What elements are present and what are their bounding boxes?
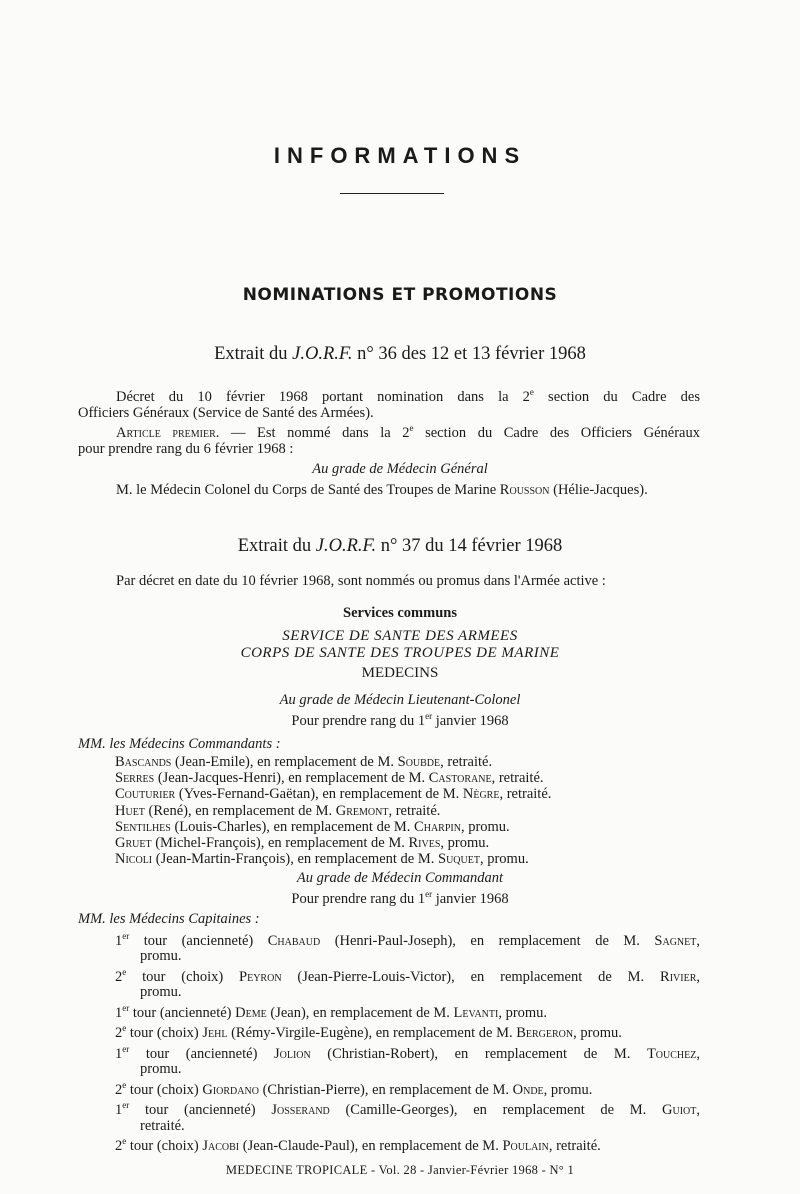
officer-name: Huet (115, 802, 145, 819)
replaced-name: Guiot (662, 1102, 697, 1119)
officer-details: (Christian-Robert), en remplacement de M. (310, 1045, 647, 1062)
status-text: , promu. (498, 1004, 548, 1021)
tour-sup: e (122, 1079, 127, 1090)
nominee-line (116, 482, 706, 498)
list-item (115, 929, 700, 965)
officer-details: (Jean-Martin-François), en remplacement de M. (152, 851, 439, 868)
officer-details: (Michel-François), en remplacement de M. (151, 835, 409, 852)
officer-name: Josserand (271, 1102, 330, 1119)
officer-details: (Christian-Pierre), en remplacement de M. (258, 1081, 513, 1098)
group2-label: MM. les Médecins Capitaines : (78, 911, 260, 927)
officer-name: Giordano (202, 1081, 259, 1098)
decree-text: Décret du 10 février 1968 portant nomination dans la 2 (116, 388, 530, 405)
list-item (115, 835, 710, 851)
nominee-text: (Hélie-Jacques). (549, 482, 648, 498)
replaced-name: Nègre (462, 786, 500, 803)
tour-sup: er (122, 931, 130, 941)
services-heading: Services communs (343, 605, 457, 621)
article-label: Article premier. (116, 424, 220, 441)
officer-details: (Jean), en remplacement de M. (266, 1004, 454, 1021)
rang-text: janvier 1968 (432, 712, 509, 729)
article-text: — Est nommé dans la 2 (219, 424, 410, 441)
rang-text: janvier 1968 (432, 890, 509, 907)
status-text: , retraité. (388, 802, 441, 819)
tour-number: 1 (115, 1004, 123, 1021)
replaced-name: Castorane (428, 770, 492, 787)
status-text: , (696, 1102, 700, 1119)
list-item (115, 754, 710, 770)
section-title: NOMINATIONS ET PROMOTIONS (242, 285, 558, 305)
footer: MEDECINE TROPICALE - Vol. 28 - Janvier-Février 1968 - N° 1 (225, 1163, 575, 1177)
list-item (115, 1098, 700, 1134)
medecins-heading: MEDECINS (361, 665, 439, 681)
decree-text: section du Cadre des (533, 388, 700, 405)
replaced-name: Charpin (414, 818, 461, 835)
officer-name: Sentilhes (115, 818, 171, 835)
officer-details: (Jean-Pierre-Louis-Victor), en remplacement de M. (281, 968, 661, 985)
tour-mode: tour (choix) (126, 968, 240, 985)
tour-sup: er (122, 1043, 130, 1054)
intro-line: Par décret en date du 10 février 1968, sont nommés ou promus dans l'Armée active : (116, 573, 606, 589)
tour-line (115, 929, 700, 949)
status-text: , promu. (543, 1081, 593, 1098)
tour-line (115, 1001, 700, 1021)
tour-number: 2 (115, 1138, 123, 1155)
replaced-name: Bergeron (516, 1025, 574, 1042)
rang-sup: er (425, 711, 433, 721)
tour-line (115, 1134, 700, 1154)
tour-mode: tour (choix) (126, 1025, 203, 1042)
officer-name: Gruet (115, 835, 152, 852)
group1-label: MM. les Médecins Commandants : (78, 736, 281, 752)
decree-paragraph (78, 384, 700, 421)
nominee-text: M. le Médecin Colonel du Corps de Santé des Troupes de Marine (116, 482, 500, 498)
title-divider (340, 193, 444, 194)
replaced-name: Soubde (397, 754, 441, 770)
decree-text: Officiers Généraux (Service de Santé des Armées). (78, 404, 374, 421)
service-name-1: SERVICE DE SANTE DES ARMEES (282, 628, 518, 644)
capitaines-list (115, 929, 700, 1155)
tour-line (115, 1021, 700, 1041)
status-text: , (696, 932, 700, 949)
status-text: , promu. (460, 818, 510, 835)
list-item (115, 1021, 700, 1041)
status-text: , retraité. (548, 1138, 601, 1155)
extrait-heading-2 (0, 536, 800, 557)
rang-sup: er (425, 889, 433, 899)
continuation-text: promu. (140, 1061, 182, 1078)
officer-name: Peyron (239, 968, 282, 985)
officer-name: Jacobi (202, 1138, 240, 1155)
replaced-name: Gremont (335, 802, 389, 819)
decree-sup: e (529, 387, 534, 397)
heading-jorf: J.O.R.F. (315, 536, 377, 556)
tour-sup: e (122, 967, 127, 978)
status-text: , (696, 968, 700, 985)
list-item (115, 819, 710, 835)
heading-suffix: n° 37 du 14 février 1968 (380, 536, 563, 556)
tour-number: 2 (115, 1081, 123, 1098)
list-item (115, 965, 700, 1001)
tour-mode: tour (ancienneté) (129, 1004, 236, 1021)
tour-line (115, 965, 700, 985)
tour-number: 2 (115, 968, 123, 985)
status-text: , promu. (479, 851, 529, 868)
list-item (115, 1134, 700, 1154)
replaced-name: Sagnet (654, 932, 697, 949)
nominee-name: Rousson (499, 482, 550, 498)
tour-sup: er (122, 1100, 130, 1111)
officer-name: Chabaud (267, 932, 321, 949)
tour-line (115, 1042, 700, 1062)
tour-number: 1 (115, 1102, 123, 1119)
continuation-text: retraité. (140, 1117, 185, 1134)
tour-number: 1 (115, 1045, 123, 1062)
officer-details: (Rémy-Virgile-Eugène), en remplacement de M. (227, 1025, 517, 1042)
service-name-2: CORPS DE SANTE DES TROUPES DE MARINE (240, 645, 560, 661)
tour-number: 1 (115, 932, 123, 949)
officer-name: Jolion (273, 1045, 311, 1062)
article-paragraph (78, 420, 700, 457)
list-item (115, 851, 710, 867)
tour-number: 2 (115, 1025, 123, 1042)
officer-details: (Louis-Charles), en remplacement de M. (170, 818, 415, 835)
officer-details: (Jean-Claude-Paul), en remplacement de M. (239, 1138, 503, 1155)
tour-mode: tour (ancienneté) (129, 1045, 274, 1062)
grade-lt-colonel: Au grade de Médecin Lieutenant-Colonel (279, 692, 521, 708)
tour-line (115, 1098, 700, 1118)
grade-general: Au grade de Médecin Général (312, 461, 488, 477)
extrait-heading-1 (0, 344, 800, 365)
officer-details: (René), en remplacement de M. (144, 802, 336, 819)
tour-mode: tour (ancienneté) (129, 932, 268, 949)
replaced-name: Rivier (660, 968, 697, 985)
status-text: , promu. (573, 1025, 622, 1042)
status-text: , retraité. (499, 786, 552, 803)
grade-commandant: Au grade de Médecin Commandant (296, 870, 504, 886)
status-text: , retraité. (440, 754, 493, 770)
heading-prefix: Extrait du (214, 344, 288, 364)
heading-prefix: Extrait du (237, 536, 312, 556)
list-item (115, 770, 710, 786)
heading-suffix: n° 36 des 12 et 13 février 1968 (357, 344, 586, 364)
tour-line (115, 1078, 700, 1098)
continuation-text: promu. (140, 984, 182, 1001)
tour-sup: er (122, 1003, 130, 1014)
heading-jorf: J.O.R.F. (292, 344, 353, 364)
list-item (115, 786, 710, 802)
continuation-text: promu. (140, 948, 182, 965)
replaced-name: Rives (408, 835, 441, 852)
officer-details: (Jean-Emile), en remplacement de M. (171, 754, 398, 770)
officer-details: (Yves-Fernand-Gaëtan), en remplacement de M. (175, 786, 463, 803)
officer-name: Nicoli (115, 851, 153, 868)
tour-mode: tour (ancienneté) (129, 1102, 272, 1119)
rang-text: Pour prendre rang du 1 (291, 890, 426, 907)
replaced-name: Suquet (438, 851, 480, 868)
officer-details: (Jean-Jacques-Henri), en remplacement de M. (154, 770, 429, 787)
status-text: , (696, 1045, 700, 1062)
tour-sup: e (122, 1023, 127, 1034)
article-sup: e (409, 423, 414, 433)
officer-name: Jehl (202, 1025, 228, 1042)
replaced-name: Poulain (502, 1138, 549, 1155)
rang-2 (0, 889, 800, 908)
officer-name: Bascands (115, 754, 172, 770)
list-item (115, 803, 710, 819)
rang-1 (0, 711, 800, 730)
article-text: pour prendre rang du 6 février 1968 : (78, 440, 294, 457)
replaced-name: Levanti (453, 1004, 499, 1021)
officer-name: Deme (235, 1004, 267, 1021)
article-text: section du Cadre des Officiers Généraux (413, 424, 700, 441)
page-title: INFORMATIONS (273, 143, 527, 168)
list-item (115, 1078, 700, 1098)
status-text: , promu. (440, 835, 490, 852)
tour-sup: e (122, 1136, 127, 1147)
tour-mode: tour (choix) (126, 1081, 203, 1098)
list-item (115, 1042, 700, 1078)
officer-name: Couturier (115, 786, 176, 803)
replaced-name: Onde (512, 1081, 544, 1098)
replaced-name: Touchez (646, 1045, 697, 1062)
tour-mode: tour (choix) (126, 1138, 203, 1155)
officer-details: (Camille-Georges), en remplacement de M. (329, 1102, 662, 1119)
officer-details: (Henri-Paul-Joseph), en remplacement de M. (320, 932, 655, 949)
rang-text: Pour prendre rang du 1 (291, 712, 426, 729)
officer-name: Serres (115, 770, 155, 787)
list-item (115, 1001, 700, 1021)
status-text: , retraité. (491, 770, 544, 787)
commandants-list (115, 754, 710, 867)
